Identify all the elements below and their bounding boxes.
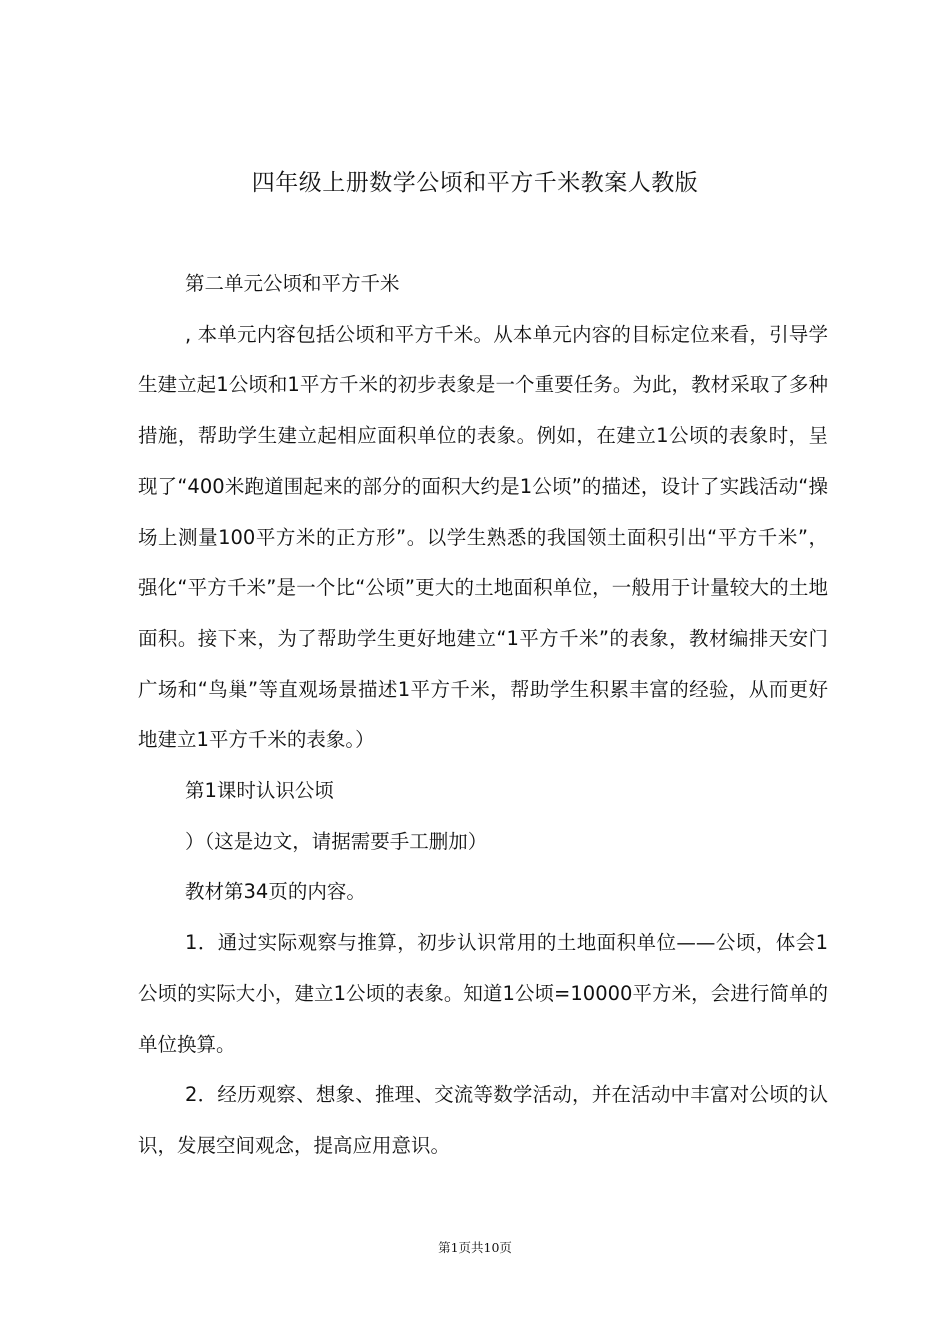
margin-note: ）（这是边文，请据需要手工删加） bbox=[185, 829, 488, 853]
objective-2: 2．经历观察、想象、推理、交流等数学活动，并在活动中丰富对公顷的认识，发展空间观念，提高应用意识。 bbox=[138, 1083, 828, 1157]
unit-heading: 第二单元公顷和平方千米 bbox=[185, 272, 400, 295]
objective-1: 1．通过实际观察与推算，初步认识常用的土地面积单位——公顷，体会1公顷的实际大小，建立1公顷的表象。知道1公顷=10000平方米，会进行简单的单位换算。 bbox=[138, 931, 828, 1056]
unit-intro-paragraph: , 本单元内容包括公顷和平方千米。从本单元内容的目标定位来看，引导学生建立起1公顷和1平方千米的初步表象是一个重要任务。为此，教材采取了多种措施，帮助学生建立起相应面积单位的表象。例如，在建立1公顷的表象时，呈现了“400米跑道围起来的部分的面积大约是1公顷”的描述，设计了实践活动“操场上测量100平方米的正方形”。以学生熟悉的我国领土面积引出“平方千米”，强化“平方千米”是一个比“公顷”更大的土地面积单位，一般用于计量较大的土地面积。接下来，为了帮助学生更好地建立“1平方千米”的表象，教材编排天安门广场和“鸟巢”等直观场景描述1平方千米，帮助学生积累丰富的经验，从而更好地建立1平方千米的表象。） bbox=[138, 322, 828, 752]
page-number: 第1页共10页 bbox=[438, 1240, 512, 1255]
document-body bbox=[138, 259, 828, 1172]
textbook-reference: 教材第34页的内容。 bbox=[185, 880, 366, 904]
lesson-heading: 第1课时认识公顷 bbox=[185, 779, 334, 803]
document-title: 四年级上册数学公顷和平方千米教案人教版 bbox=[251, 170, 699, 196]
